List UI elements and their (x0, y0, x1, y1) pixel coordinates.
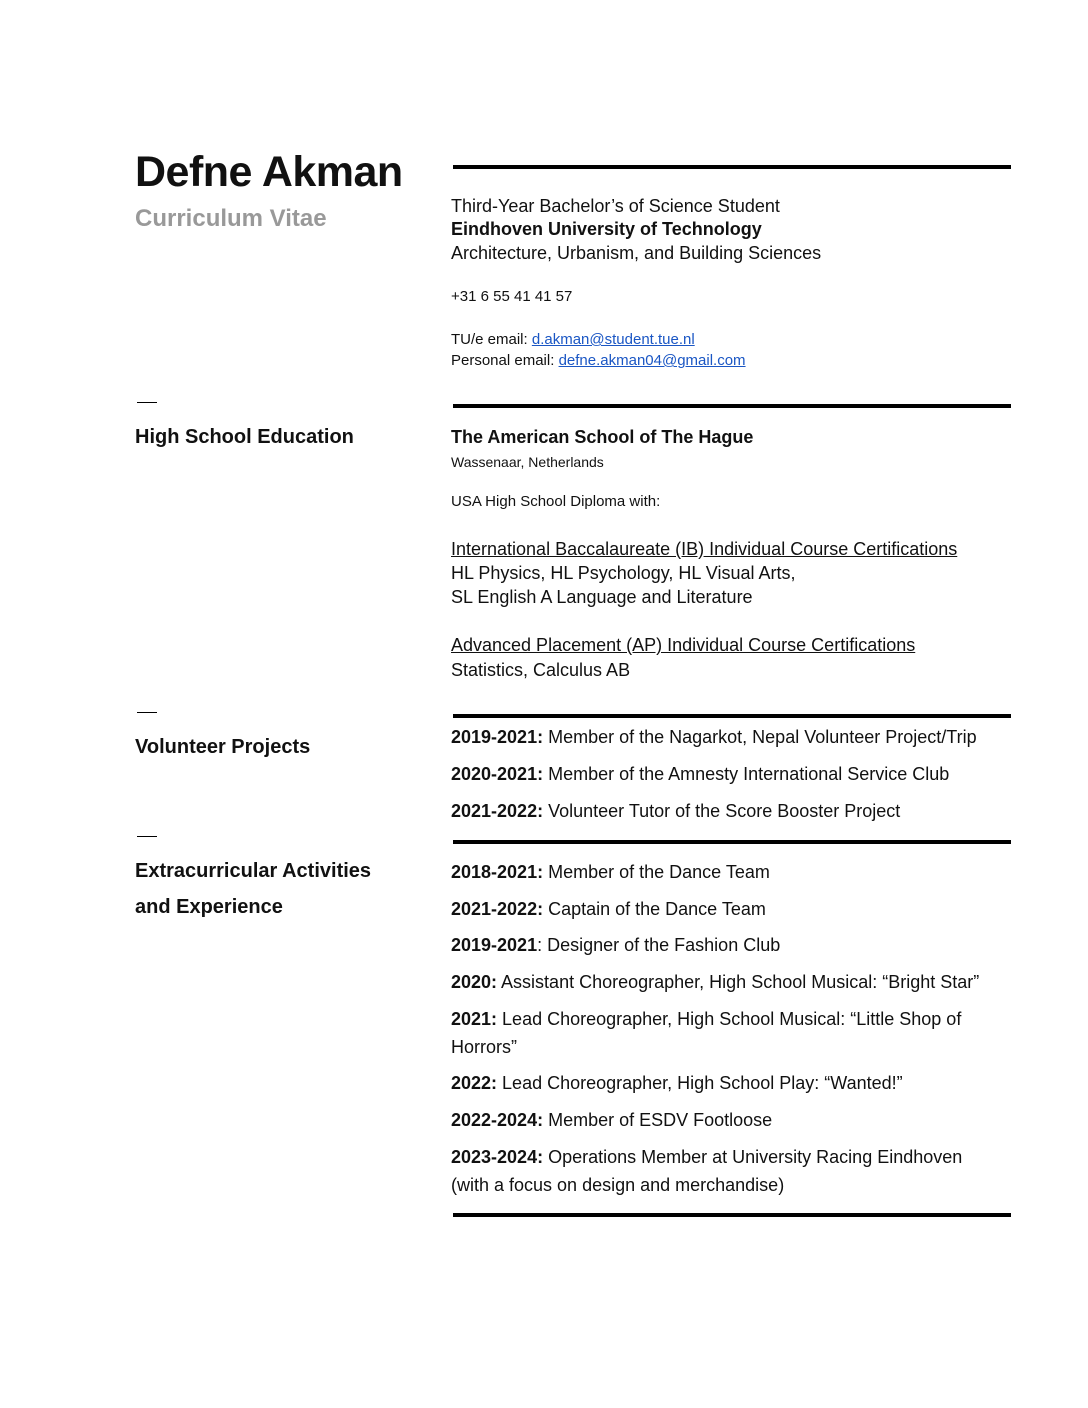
section-dash (137, 836, 157, 837)
school-name: The American School of The Hague (451, 427, 754, 447)
tue-email-label: TU/e email: (451, 331, 532, 348)
divider-rule (453, 165, 1011, 169)
university-name: Eindhoven University of Technology (451, 219, 762, 239)
section-dash (137, 402, 157, 403)
section-dash (137, 712, 157, 713)
education-heading: High School Education (135, 426, 354, 448)
department-name: Architecture, Urbanism, and Building Sciences (451, 243, 822, 263)
cv-name: Defne Akman (135, 148, 403, 196)
activity-item: 2022-2024: Member of ESDV Footloose (451, 1110, 773, 1130)
ib-title: International Baccalaureate (IB) Individual Course Certifications (451, 539, 958, 559)
cv-subtitle: Curriculum Vitae (135, 205, 327, 232)
activity-item: 2018-2021: Member of the Dance Team (451, 862, 770, 882)
volunteer-item: 2021-2022: Volunteer Tutor of the Score Booster Project (451, 801, 901, 821)
extracurricular-heading-line2: and Experience (135, 896, 283, 918)
tue-email-link[interactable]: d.akman@student.tue.nl (531, 331, 695, 348)
phone-number: +31 6 55 41 41 57 (451, 288, 573, 305)
activity-item: 2019-2021: Designer of the Fashion Club (451, 935, 781, 955)
activity-item: 2021: Lead Choreographer, High School Musical: “Little Shop of Horrors” (451, 1009, 962, 1057)
personal-email-row (451, 352, 746, 369)
ib-courses-2: SL English A Language and Literature (451, 587, 753, 607)
extracurricular-heading-line1: Extracurricular Activities (135, 860, 372, 882)
volunteer-item: 2019-2021: Member of the Nagarkot, Nepal Volunteer Project/Trip (451, 727, 977, 747)
ap-courses: Statistics, Calculus AB (451, 660, 631, 680)
activity-item: 2022: Lead Choreographer, High School Play: “Wanted!” (451, 1073, 903, 1093)
activity-item: 2023-2024: Operations Member at University Racing Eindhoven (with a focus on design and merchandise) (451, 1147, 963, 1195)
divider-rule (453, 404, 1011, 408)
divider-rule (453, 840, 1011, 844)
tue-email-row (451, 331, 695, 348)
activity-item: 2021-2022: Captain of the Dance Team (451, 899, 766, 919)
volunteer-heading: Volunteer Projects (135, 736, 311, 758)
personal-email-label: Personal email: (451, 352, 559, 369)
divider-rule (453, 714, 1011, 718)
personal-email-link[interactable]: defne.akman04@gmail.com (558, 352, 746, 369)
student-status: Third-Year Bachelor’s of Science Student (451, 196, 780, 216)
diploma-line: USA High School Diploma with: (451, 493, 661, 510)
school-location: Wassenaar, Netherlands (451, 454, 604, 470)
volunteer-item: 2020-2021: Member of the Amnesty International Service Club (451, 764, 950, 784)
ap-title: Advanced Placement (AP) Individual Course Certifications (451, 635, 916, 655)
ib-courses-1: HL Physics, HL Psychology, HL Visual Arts, (451, 563, 796, 583)
activity-item: 2020: Assistant Choreographer, High School Musical: “Bright Star” (451, 972, 980, 992)
divider-rule (453, 1213, 1011, 1217)
